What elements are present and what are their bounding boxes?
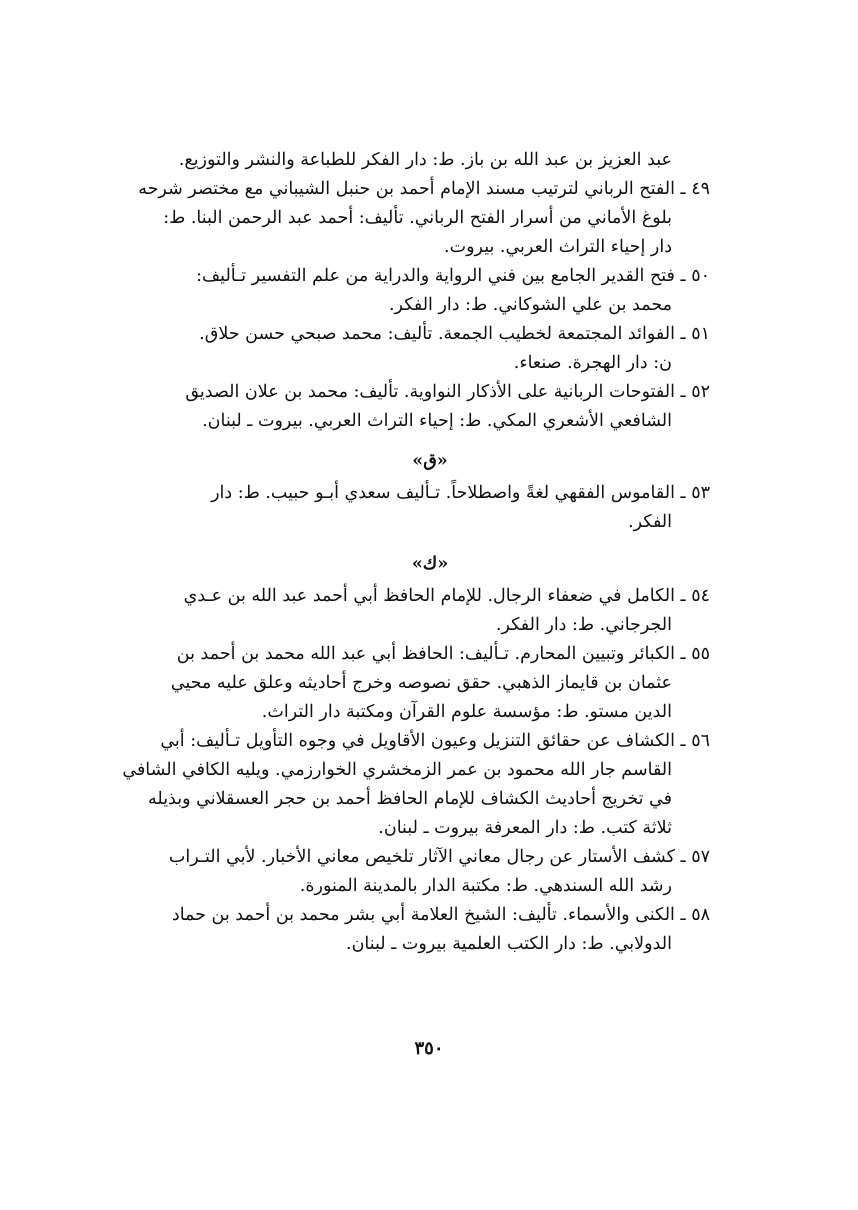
entry-continuation-line: في تخريج أحاديث الكشاف للإمام الحافظ أحمد بن حجر العسقلاني وبذيله bbox=[148, 789, 672, 809]
entry-line: ٥٠ ـ فتح القدير الجامع بين فني الرواية والدراية من علم التفسير تـأليف: bbox=[196, 266, 710, 286]
page-body bbox=[122, 146, 710, 959]
entry-line: ٥١ ـ الفوائد المجتمعة لخطيب الجمعة. تأليف: محمد صبحي حسن حلاق. bbox=[199, 324, 710, 344]
entry-line: ٥٢ ـ الفتوحات الربانية على الأذكار النواوية. تأليف: محمد بن علان الصديق bbox=[185, 382, 710, 402]
entry-line: ٥٦ ـ الكشاف عن حقائق التنزيل وعيون الأقاويل في وجوه التأويل تـأليف: أبي bbox=[160, 731, 710, 751]
entries-block-qaf bbox=[150, 479, 710, 537]
entry-continuation-line: الشافعي الأشعري المكي. ط: إحياء التراث العربي. بيروت ـ لبنان. bbox=[202, 411, 672, 431]
entry-line: ٤٩ ـ الفتح الرباني لترتيب مسند الإمام أحمد بن حنبل الشيباني مع مختصر شرحه bbox=[138, 179, 710, 199]
entry-continuation-line: ثلاثة كتب. ط: دار المعرفة بيروت ـ لبنان. bbox=[378, 818, 672, 838]
section-heading-kaf: «ك» bbox=[411, 554, 449, 574]
section-heading-qaf: «ق» bbox=[412, 451, 448, 471]
entry-continuation-line: دار إحياء التراث العربي. بيروت. bbox=[444, 237, 672, 257]
entry-continuation-line: عبد العزيز بن عبد الله بن باز. ط: دار الفكر للطباعة والنشر والتوزيع. bbox=[178, 150, 672, 170]
entry-continuation-line: محمد بن علي الشوكاني. ط: دار الفكر. bbox=[388, 295, 672, 315]
entry-continuation-line: رشد الله السندهي. ط: مكتبة الدار بالمدينة المنورة. bbox=[299, 876, 672, 896]
entry-line: ٥٣ ـ القاموس الفقهي لغةً واصطلاحاً. تـأليف سعدي أبـو حبيب. ط: دار bbox=[211, 483, 710, 503]
entries-block-kaf bbox=[122, 582, 710, 959]
entry-continuation-line: بلوغ الأماني من أسرار الفتح الرباني. تأليف: أحمد عبد الرحمن البنا. ط: bbox=[163, 208, 672, 228]
entry-line: ٥٨ ـ الكنى والأسماء. تأليف: الشيخ العلامة أبي بشر محمد بن أحمد بن حماد bbox=[171, 905, 710, 925]
entry-continuation-line: الفكر. bbox=[628, 512, 672, 532]
entry-continuation-line: الدولابي. ط: دار الكتب العلمية بيروت ـ لبنان. bbox=[346, 934, 672, 954]
entry-line: ٥٤ ـ الكامل في ضعفاء الرجال. للإمام الحافظ أبي أحمد عبد الله بن عـدي bbox=[183, 586, 710, 606]
entry-continuation-line: ن: دار الهجرة. صنعاء. bbox=[513, 353, 672, 373]
entries-block-before bbox=[138, 146, 710, 436]
entry-continuation-line: الجرجاني. ط: دار الفكر. bbox=[495, 615, 672, 635]
entry-continuation-line: القاسم جار الله محمود بن عمر الزمخشري الخوارزمي. ويليه الكافي الشافي bbox=[122, 760, 672, 780]
entry-line: ٥٧ ـ كشف الأستار عن رجال معاني الآثار تلخيص معاني الأخبار. لأبي التـراب bbox=[168, 847, 710, 867]
entry-line: ٥٥ ـ الكبائر وتبيين المحارم. تـأليف: الحافظ أبي عبد الله محمد بن أحمد بن bbox=[176, 644, 710, 664]
page-number: ٣٥٠ bbox=[414, 1038, 444, 1059]
entry-continuation-line: عثمان بن قايماز الذهبي. حقق نصوصه وخرج أحاديثه وعلق عليه محيي bbox=[170, 673, 672, 693]
entry-continuation-line: الدين مستو. ط: مؤسسة علوم القرآن ومكتبة دار التراث. bbox=[261, 702, 672, 722]
